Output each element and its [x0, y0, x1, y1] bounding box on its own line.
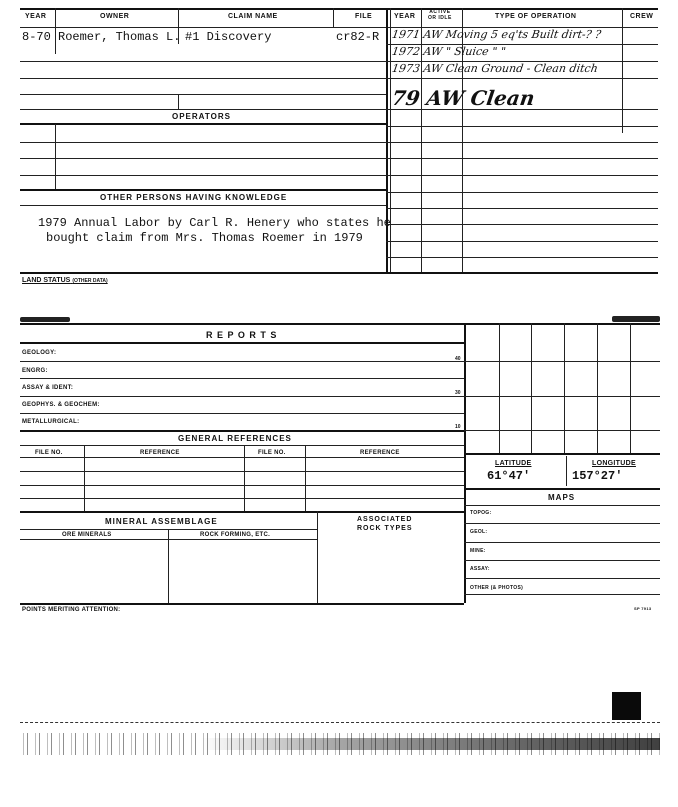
maps-topog: TOPOG: — [470, 510, 492, 516]
maps-title: MAPS — [548, 493, 576, 502]
associated-rock-types-2: ROCK TYPES — [357, 525, 413, 532]
header-crew: CREW — [630, 13, 654, 20]
general-refs-reference-2: REFERENCE — [360, 450, 400, 456]
header-claim-name: CLAIM NAME — [228, 13, 278, 20]
associated-rock-types-1: ASSOCIATED — [357, 516, 413, 523]
header-type-of-operation: TYPE OF OPERATION — [495, 13, 577, 20]
longitude-label: LONGITUDE — [592, 460, 636, 467]
record-file: cr82-R — [336, 30, 380, 44]
header-year-2: YEAR — [394, 13, 416, 20]
operation-line-3: 1973 AW Clean Ground - Clean ditch — [391, 62, 599, 75]
general-refs-file-no-1: FILE NO. — [35, 450, 63, 456]
operators-title: OPERATORS — [172, 112, 231, 121]
reports-geophys: GEOPHYS. & GEOCHEM: — [22, 402, 100, 408]
record-year: 8-70 — [22, 30, 51, 44]
maps-geol: GEOL: — [470, 529, 488, 535]
scan-noise-dark — [200, 738, 660, 750]
reports-assay: ASSAY & IDENT: — [22, 385, 74, 391]
operation-line-1: 1971 AW Moving 5 eq'ts Built dirt-? ? — [391, 28, 602, 41]
points-meriting-attention: POINTS MERITING ATTENTION: — [22, 607, 121, 613]
land-status-title: LAND STATUS — [22, 277, 71, 284]
smudge-bar-right — [612, 316, 660, 322]
record-claim-name: #1 Discovery — [185, 30, 272, 44]
record-owner: Roemer, Thomas L. — [58, 30, 181, 44]
maps-assay: ASSAY: — [470, 566, 490, 572]
reports-num-30: 30 — [455, 390, 461, 396]
scan-black-block — [612, 692, 641, 720]
header-year: YEAR — [25, 13, 47, 20]
latitude-value: 61°47' — [487, 469, 531, 483]
reports-metallurgical: METALLURGICAL: — [22, 419, 80, 425]
header-file: FILE — [355, 13, 373, 20]
maps-mine: MINE: — [470, 548, 486, 554]
reports-geology: GEOLOGY: — [22, 350, 57, 356]
reports-num-40: 40 — [455, 356, 461, 362]
rock-forming-header: ROCK FORMING, ETC. — [200, 532, 271, 538]
other-persons-line-2: bought claim from Mrs. Thomas Roemer in 1979 — [46, 231, 363, 245]
land-status-sub: (OTHER DATA) — [72, 278, 108, 284]
smudge-bar-left — [20, 317, 70, 322]
longitude-value: 157°27' — [572, 469, 623, 483]
operation-line-4: 79 AW Clean — [390, 86, 537, 110]
land-status-label — [22, 277, 108, 284]
header-owner: OWNER — [100, 13, 130, 20]
general-references-title: GENERAL REFERENCES — [178, 434, 292, 443]
general-refs-reference-1: REFERENCE — [140, 450, 180, 456]
operation-line-2: 1972 AW " Sluice " " — [391, 45, 507, 58]
form-number: SP 7913 — [634, 606, 652, 611]
general-refs-file-no-2: FILE NO. — [258, 450, 286, 456]
reports-title: R E P O R T S — [206, 330, 278, 340]
mineral-assemblage-title: MINERAL ASSEMBLAGE — [105, 517, 218, 526]
maps-other-photos: OTHER (& PHOTOS) — [470, 585, 524, 591]
header-active-idle: ACTIVE OR IDLE — [428, 9, 452, 21]
reports-engrg: ENGRG: — [22, 368, 48, 374]
reports-num-10: 10 — [455, 424, 461, 430]
other-persons-line-1: 1979 Annual Labor by Carl R. Henery who states he — [38, 216, 391, 230]
ore-minerals-header: ORE MINERALS — [62, 532, 112, 538]
other-persons-title: OTHER PERSONS HAVING KNOWLEDGE — [100, 193, 288, 202]
latitude-label: LATITUDE — [495, 460, 532, 467]
